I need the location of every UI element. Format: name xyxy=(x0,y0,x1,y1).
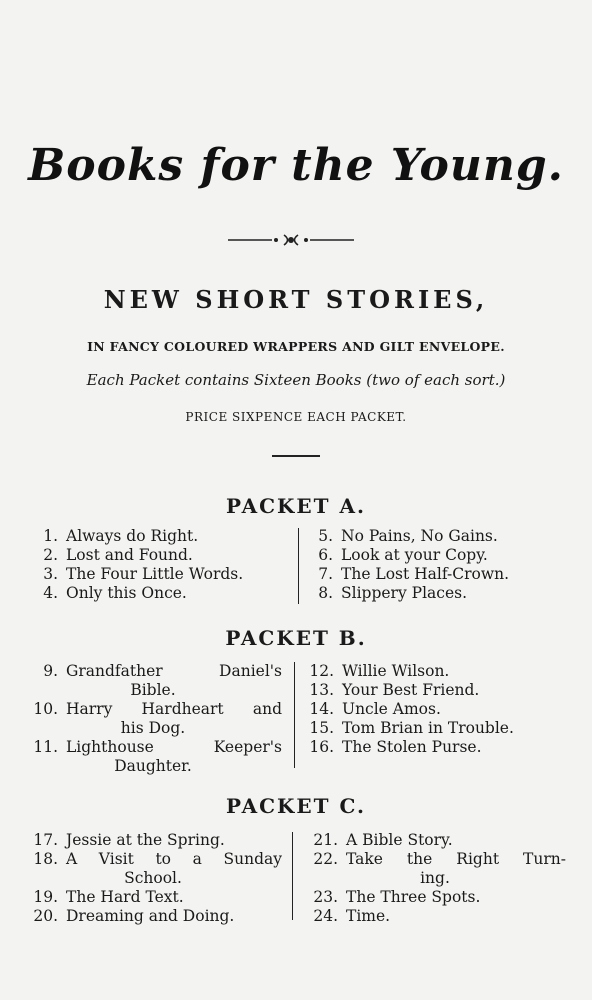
page-title: Books for the Young. xyxy=(28,140,564,191)
list-item: 4. Only this Once. xyxy=(43,584,187,602)
list-item: 23. The Three Spots. xyxy=(313,888,481,906)
list-item: 3. The Four Little Words. xyxy=(43,565,244,583)
list-item: 8. Slippery Places. xyxy=(318,584,468,602)
section-rule xyxy=(272,455,320,457)
packet-c-right-list xyxy=(304,831,566,926)
list-item: 2. Lost and Found. xyxy=(43,546,193,564)
column-divider xyxy=(298,528,299,604)
list-item-continuation: his Dog. xyxy=(120,719,186,737)
list-item: 7. The Lost Half-Crown. xyxy=(318,565,510,583)
packet-note: Each Packet contains Sixteen Books (two of each sort.) xyxy=(86,371,506,389)
list-item: 5. No Pains, No Gains. xyxy=(318,527,498,545)
packet-a-right-list xyxy=(305,527,565,603)
list-item: 1. Always do Right. xyxy=(43,527,199,545)
list-item-continuation: School. xyxy=(124,869,182,887)
list-item: 14. Uncle Amos. xyxy=(309,700,441,718)
list-item: 6. Look at your Copy. xyxy=(318,546,488,564)
list-item: 20. Dreaming and Doing. xyxy=(33,907,235,925)
ornament-divider xyxy=(228,232,354,248)
packet-b-right-list xyxy=(300,662,570,757)
list-item-continuation: ing. xyxy=(420,869,450,887)
list-item: 10. Harry Hardheart and xyxy=(33,700,282,718)
list-item: 9. Grandfather Daniel's xyxy=(43,662,282,680)
list-item: 21. A Bible Story. xyxy=(313,831,453,849)
list-item: 16. The Stolen Purse. xyxy=(309,738,482,756)
list-item: 17. Jessie at the Spring. xyxy=(33,831,225,849)
column-divider xyxy=(294,662,295,768)
list-item: 11. Lighthouse Keeper's xyxy=(33,738,282,756)
list-item: 12. Willie Wilson. xyxy=(309,662,450,680)
list-item: 15. Tom Brian in Trouble. xyxy=(309,719,514,737)
packet-b-left-list xyxy=(24,662,282,776)
stories-subheading: IN FANCY COLOURED WRAPPERS AND GILT ENVELOPE. xyxy=(87,339,505,354)
packet-b-title: PACKET B. xyxy=(225,626,367,650)
list-item-continuation: Bible. xyxy=(130,681,176,699)
list-item-continuation: Daughter. xyxy=(114,757,192,775)
packet-a-left-list xyxy=(30,527,292,603)
list-item: 18. A Visit to a Sunday xyxy=(33,850,282,868)
packet-a-title: PACKET A. xyxy=(226,494,366,518)
list-item: 24. Time. xyxy=(313,907,391,925)
stories-heading: NEW SHORT STORIES, xyxy=(103,285,489,314)
packet-c-title: PACKET C. xyxy=(225,794,367,818)
column-divider xyxy=(292,832,293,920)
packet-c-left-list xyxy=(24,831,282,926)
list-item: 19. The Hard Text. xyxy=(33,888,184,906)
list-item: 13. Your Best Friend. xyxy=(309,681,480,699)
price-line: PRICE SIXPENCE EACH PACKET. xyxy=(185,410,407,424)
list-item: 22. Take the Right Turn- xyxy=(313,850,566,868)
